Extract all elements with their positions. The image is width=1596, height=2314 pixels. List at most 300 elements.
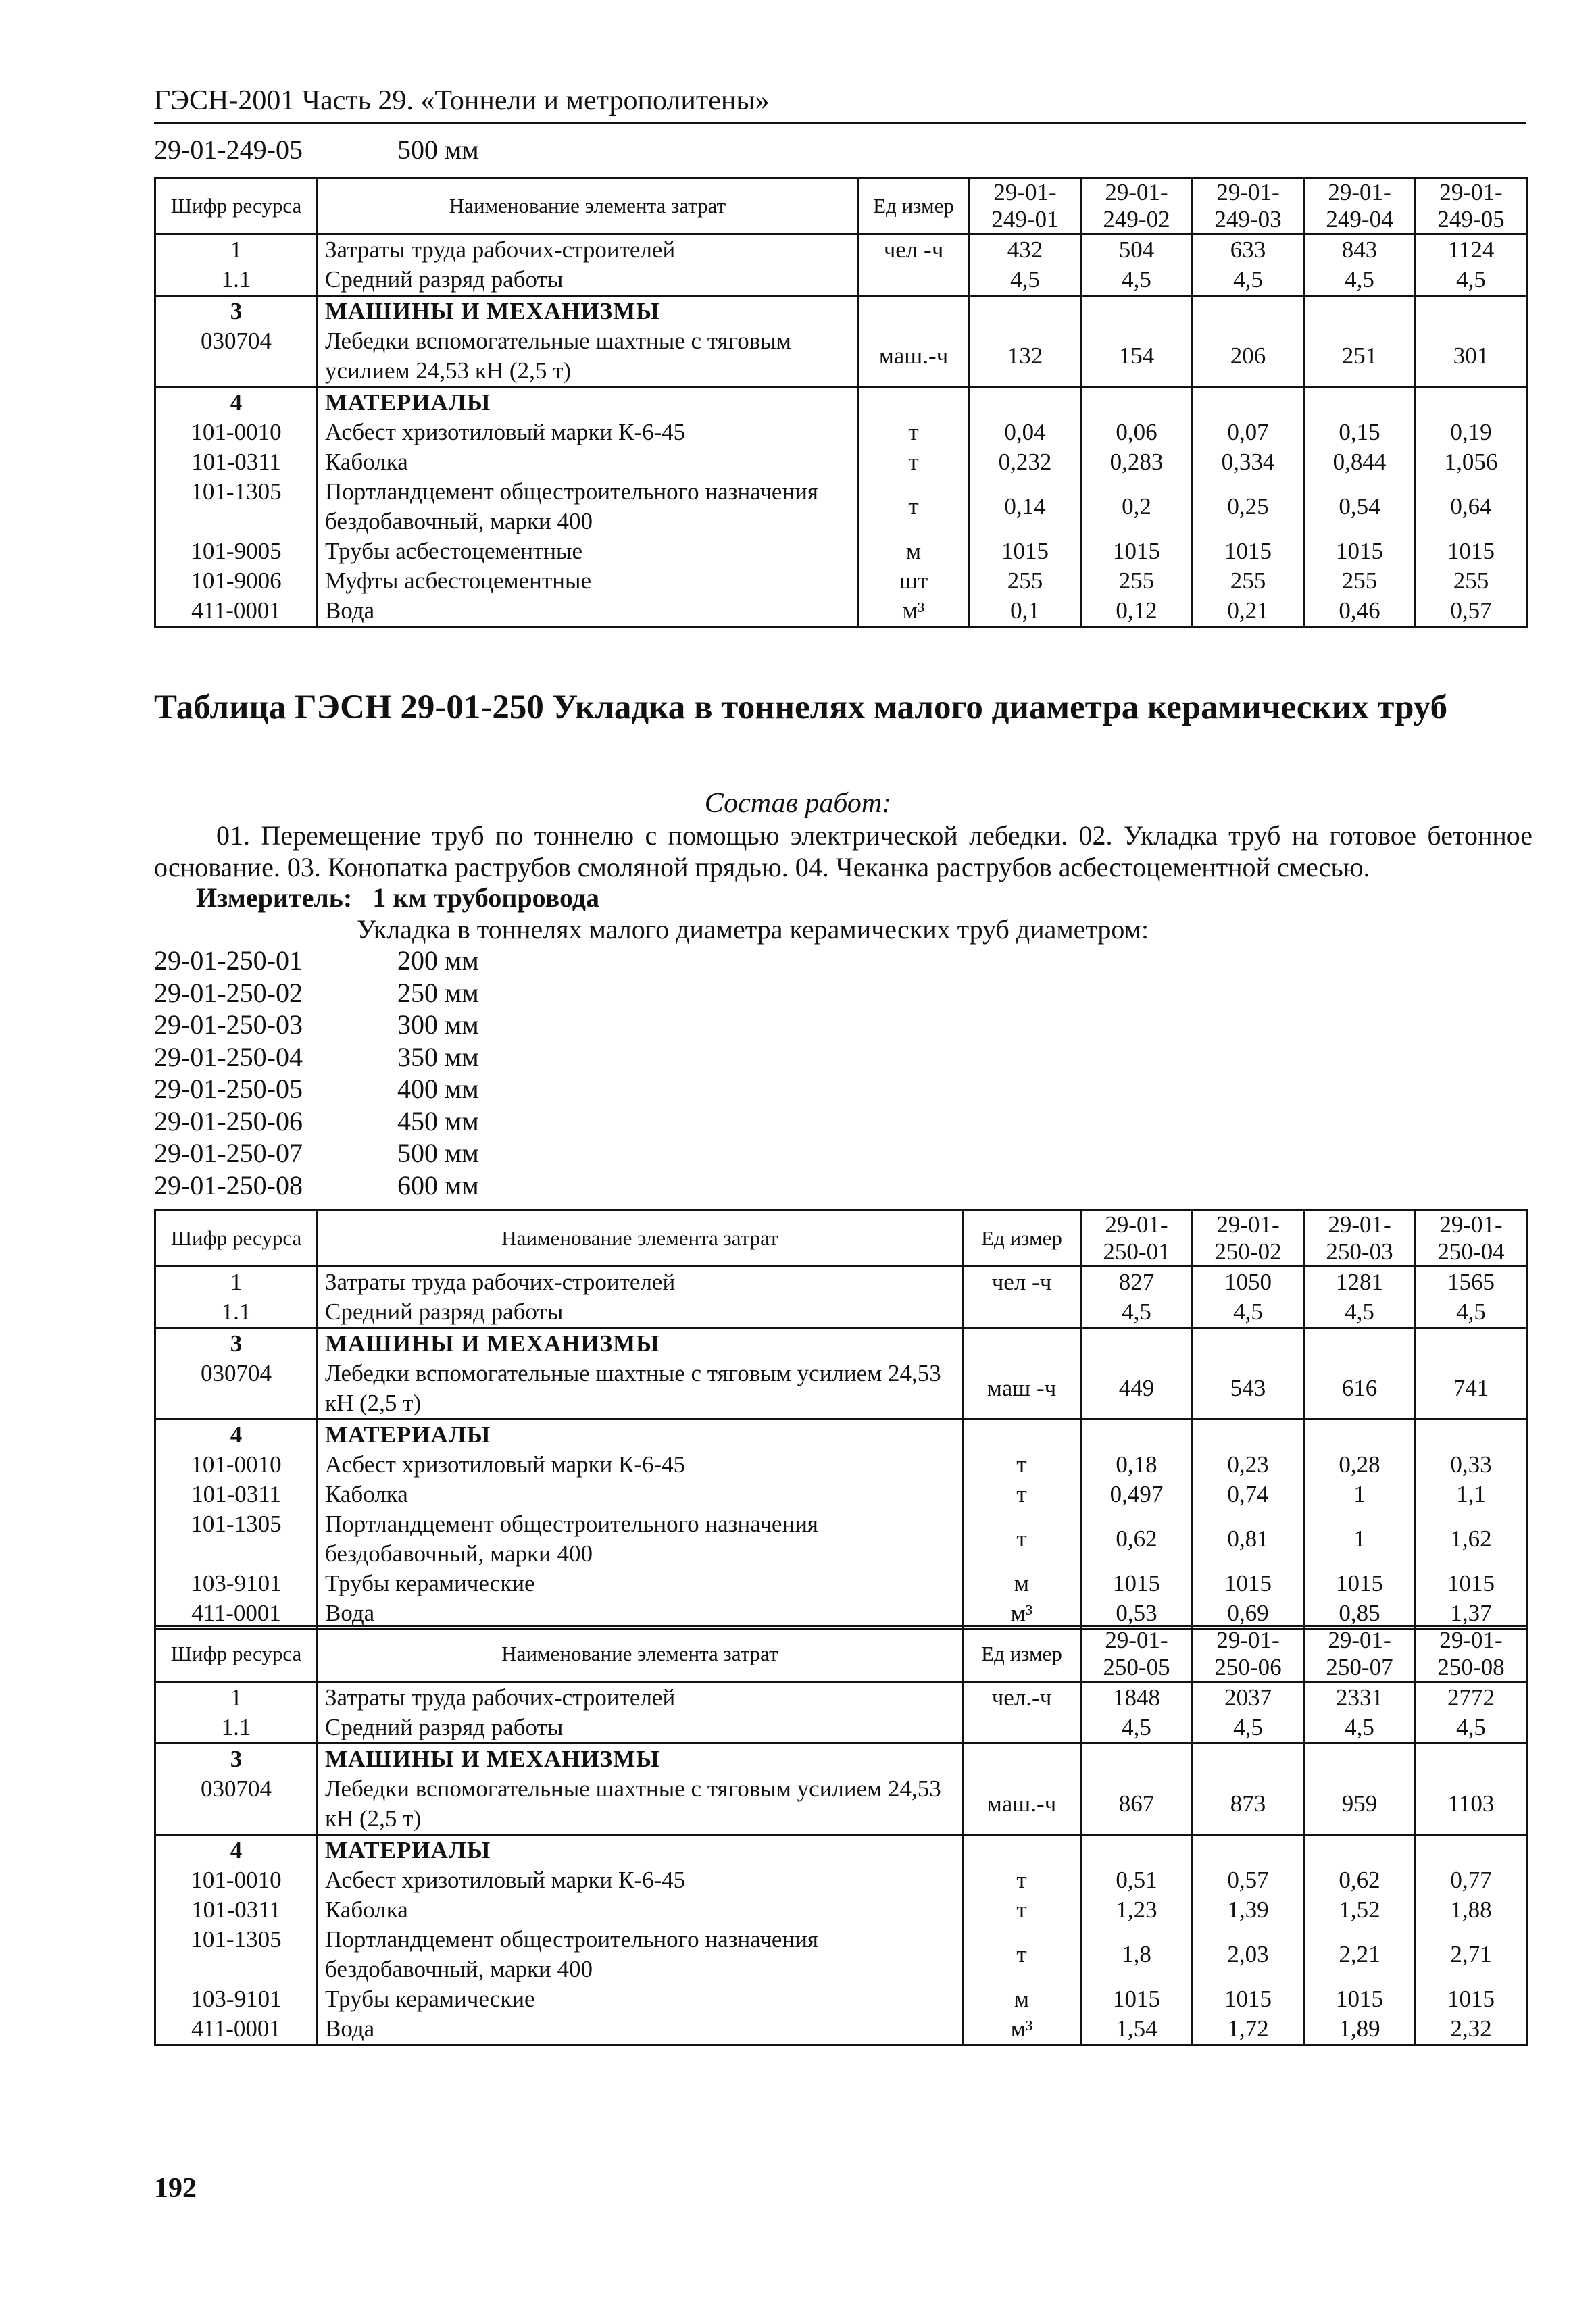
- value-cell: 0,21: [1193, 596, 1304, 627]
- resource-code-cell: 101-1305: [155, 1509, 318, 1569]
- value-cell: 4,5: [1416, 265, 1527, 296]
- unit-cell: шт: [858, 566, 970, 596]
- variant-size: 500 мм: [397, 1138, 479, 1168]
- variant-size: 250 мм: [397, 977, 479, 1008]
- cost-name-cell: Средний разряд работы: [318, 265, 858, 296]
- resource-code-cell: 1: [155, 1267, 318, 1298]
- header-norm-code: 29-01- 250-08: [1416, 1626, 1527, 1682]
- value-cell: 1,37: [1416, 1599, 1527, 1630]
- value-cell: 1015: [1416, 1984, 1527, 2014]
- table-row: [155, 1359, 1527, 1419]
- value-cell: 1,8: [1081, 1925, 1193, 1984]
- cost-name-cell: МАШИНЫ И МЕХАНИЗМЫ: [318, 1744, 963, 1775]
- unit-cell: маш.-ч: [858, 326, 970, 387]
- variant-code: 29-01-250-02: [154, 977, 303, 1008]
- value-cell: 1,72: [1193, 2014, 1304, 2045]
- resource-code-cell: 411-0001: [155, 1599, 318, 1630]
- value-cell: 0,81: [1193, 1509, 1304, 1569]
- resource-code-cell: 1: [155, 234, 318, 266]
- variant-row: [154, 945, 479, 977]
- value-cell: 4,5: [1304, 1713, 1416, 1744]
- cost-name-cell: Муфты асбестоцементные: [318, 566, 858, 596]
- cost-name-cell: Затраты труда рабочих-строителей: [318, 1682, 963, 1713]
- resource-code-cell: 101-0010: [155, 418, 318, 447]
- variant-size: 450 мм: [397, 1105, 479, 1136]
- unit-cell: м: [963, 1569, 1081, 1599]
- cost-name-cell: Средний разряд работы: [318, 1297, 963, 1328]
- value-cell: 1281: [1304, 1267, 1416, 1298]
- page-number: 192: [154, 2173, 197, 2204]
- resource-code-cell: 101-0010: [155, 1865, 318, 1895]
- value-cell: [1304, 387, 1416, 418]
- resource-code-cell: 1: [155, 1682, 318, 1713]
- variant-row: [154, 1169, 479, 1202]
- section-title: Таблица ГЭСН 29-01-250 Укладка в тоннелях малого диаметра керамических труб: [154, 688, 1448, 726]
- value-cell: 0,1: [970, 596, 1081, 627]
- table-row: [155, 596, 1527, 627]
- table-row: [155, 1328, 1527, 1359]
- value-cell: 843: [1304, 234, 1416, 266]
- unit-cell: чел -ч: [858, 234, 970, 266]
- variant-code: 29-01-250-01: [154, 945, 303, 976]
- table-row: [155, 1682, 1527, 1713]
- header-resource-code: Шифр ресурса: [155, 1211, 318, 1267]
- resource-code-cell: 411-0001: [155, 596, 318, 627]
- cost-name-cell: Затраты труда рабочих-строителей: [318, 234, 858, 266]
- table-body: [155, 1682, 1527, 2045]
- value-cell: 0,62: [1081, 1509, 1193, 1569]
- unit-cell: т: [858, 447, 970, 477]
- value-cell: 1848: [1081, 1682, 1193, 1713]
- unit-cell: маш.-ч: [963, 1774, 1081, 1835]
- cost-name-cell: Лебедки вспомогательные шахтные с тяговым усилием 24,53 кН (2,5 т): [318, 1774, 963, 1835]
- cost-name-cell: Портландцемент общестроительного назначения бездобавочный, марки 400: [318, 1925, 963, 1984]
- value-cell: 154: [1081, 326, 1193, 387]
- value-cell: 2,71: [1416, 1925, 1527, 1984]
- header-cost-name: Наименование элемента затрат: [318, 178, 858, 234]
- value-cell: 255: [1416, 566, 1527, 596]
- variant-row: [154, 1041, 479, 1074]
- variant-row: [154, 1105, 479, 1138]
- value-cell: 0,64: [1416, 477, 1527, 536]
- cost-name-cell: Асбест хризотиловый марки К-6-45: [318, 1865, 963, 1895]
- unit-cell: [963, 1297, 1081, 1328]
- resource-code-cell: 1.1: [155, 265, 318, 296]
- value-cell: 1: [1304, 1509, 1416, 1569]
- value-cell: [1193, 1744, 1304, 1775]
- table-row: [155, 1450, 1527, 1480]
- value-cell: [970, 296, 1081, 327]
- value-cell: 4,5: [1193, 1297, 1304, 1328]
- table-row: [155, 1835, 1527, 1866]
- value-cell: 432: [970, 234, 1081, 266]
- value-cell: 0,77: [1416, 1865, 1527, 1895]
- value-cell: 0,14: [970, 477, 1081, 536]
- header-rule: [154, 122, 1526, 124]
- resource-code-cell: 103-9101: [155, 1984, 318, 2014]
- value-cell: [1304, 1328, 1416, 1359]
- value-cell: 1565: [1416, 1267, 1527, 1298]
- unit-cell: т: [963, 1865, 1081, 1895]
- value-cell: [1193, 296, 1304, 327]
- header-norm-code: 29-01- 250-03: [1304, 1211, 1416, 1267]
- table-body: [155, 1267, 1527, 1630]
- value-cell: 1015: [1193, 536, 1304, 566]
- unit-cell: чел.-ч: [963, 1682, 1081, 1713]
- variant-size: 600 мм: [397, 1169, 479, 1201]
- cost-name-cell: Каболка: [318, 1480, 963, 1509]
- value-cell: [970, 387, 1081, 418]
- cost-name-cell: Каболка: [318, 1895, 963, 1925]
- unit-cell: [858, 265, 970, 296]
- value-cell: 2331: [1304, 1682, 1416, 1713]
- value-cell: 255: [1081, 566, 1193, 596]
- unit-cell: т: [963, 1895, 1081, 1925]
- variant-size: 350 мм: [397, 1041, 479, 1072]
- value-cell: 0,62: [1304, 1865, 1416, 1895]
- cost-name-cell: МАТЕРИАЛЫ: [318, 387, 858, 418]
- variant-code: 29-01-250-07: [154, 1138, 303, 1168]
- measure-unit: Измеритель: 1 км трубопровода: [196, 882, 600, 913]
- value-cell: 1,39: [1193, 1895, 1304, 1925]
- value-cell: 206: [1193, 326, 1304, 387]
- resource-code-cell: 4: [155, 387, 318, 418]
- table-row: [155, 566, 1527, 596]
- table-row: [155, 1297, 1527, 1328]
- resource-code-cell: 3: [155, 296, 318, 327]
- header-norm-code: 29-01- 250-01: [1081, 1211, 1193, 1267]
- resource-code-cell: 3: [155, 1328, 318, 1359]
- unit-cell: м: [963, 1984, 1081, 2014]
- value-cell: [1416, 1744, 1527, 1775]
- value-cell: 1: [1304, 1480, 1416, 1509]
- value-cell: 0,57: [1193, 1865, 1304, 1895]
- table-row: [155, 477, 1527, 536]
- variant-row: [154, 1009, 479, 1041]
- value-cell: 1,54: [1081, 2014, 1193, 2045]
- work-description: 01. Перемещение труб по тоннелю с помощью электрической лебедки. 02. Укладка труб на готовое бетонное основание. 03. Конопатка раструбов смоляной прядью. 04. Чеканка раструбов асбестоцементной смесью.: [154, 820, 1532, 882]
- resource-code-cell: 101-1305: [155, 1925, 318, 1984]
- value-cell: 4,5: [1304, 265, 1416, 296]
- cost-name-cell: Асбест хризотиловый марки К-6-45: [318, 1450, 963, 1480]
- variant-code: 29-01-250-08: [154, 1169, 303, 1201]
- cost-name-cell: Вода: [318, 2014, 963, 2045]
- value-cell: [1081, 1835, 1193, 1866]
- value-cell: [1081, 1419, 1193, 1451]
- variant-code: 29-01-250-03: [154, 1009, 303, 1040]
- cost-name-cell: Вода: [318, 596, 858, 627]
- value-cell: 1015: [1193, 1569, 1304, 1599]
- cost-name-cell: Трубы асбестоцементные: [318, 536, 858, 566]
- value-cell: 1050: [1193, 1267, 1304, 1298]
- table-row: [155, 1713, 1527, 1744]
- variant-code: 29-01-250-05: [154, 1074, 303, 1104]
- value-cell: 1,056: [1416, 447, 1527, 477]
- value-cell: 543: [1193, 1359, 1304, 1419]
- header-unit: Ед измер: [858, 178, 970, 234]
- resource-table-250-b: [154, 1625, 1528, 2046]
- value-cell: 4,5: [1193, 1713, 1304, 1744]
- cost-name-cell: МАТЕРИАЛЫ: [318, 1835, 963, 1866]
- value-cell: 0,283: [1081, 447, 1193, 477]
- unit-cell: [963, 1713, 1081, 1744]
- value-cell: 1015: [970, 536, 1081, 566]
- table-row: [155, 2014, 1527, 2045]
- resource-code-cell: 4: [155, 1835, 318, 1866]
- value-cell: 0,74: [1193, 1480, 1304, 1509]
- variant-intro: Укладка в тоннелях малого диаметра керамических труб диаметром:: [357, 914, 1149, 945]
- cost-name-cell: Вода: [318, 1599, 963, 1630]
- resource-code-cell: 101-9005: [155, 536, 318, 566]
- value-cell: 4,5: [1081, 1297, 1193, 1328]
- cost-name-cell: Средний разряд работы: [318, 1713, 963, 1744]
- header-norm-code: 29-01- 249-01: [970, 178, 1081, 234]
- value-cell: 0,04: [970, 418, 1081, 447]
- value-cell: [1416, 1419, 1527, 1451]
- cost-name-cell: МАТЕРИАЛЫ: [318, 1419, 963, 1451]
- value-cell: [1193, 1419, 1304, 1451]
- value-cell: 1,23: [1081, 1895, 1193, 1925]
- value-cell: [1081, 1328, 1193, 1359]
- table-row: [155, 536, 1527, 566]
- header-resource-code: Шифр ресурса: [155, 1626, 318, 1682]
- value-cell: 0,51: [1081, 1865, 1193, 1895]
- variant-size: 400 мм: [397, 1074, 479, 1104]
- work-heading: Состав работ:: [704, 788, 892, 819]
- value-cell: 1,1: [1416, 1480, 1527, 1509]
- value-cell: 0,18: [1081, 1450, 1193, 1480]
- variant-list: [154, 945, 479, 1201]
- header-cost-name: Наименование элемента затрат: [318, 1211, 963, 1267]
- header-norm-code: 29-01- 250-07: [1304, 1626, 1416, 1682]
- value-cell: 504: [1081, 234, 1193, 266]
- value-cell: 0,25: [1193, 477, 1304, 536]
- value-cell: [1416, 1835, 1527, 1866]
- table-row: [155, 1480, 1527, 1509]
- value-cell: 1015: [1304, 1984, 1416, 2014]
- resource-code-cell: 101-1305: [155, 477, 318, 536]
- value-cell: 1015: [1304, 1569, 1416, 1599]
- cost-name-cell: Асбест хризотиловый марки К-6-45: [318, 418, 858, 447]
- value-cell: [1081, 296, 1193, 327]
- header-unit: Ед измер: [963, 1211, 1081, 1267]
- table-row: [155, 418, 1527, 447]
- value-cell: 2772: [1416, 1682, 1527, 1713]
- header-norm-code: 29-01- 250-04: [1416, 1211, 1527, 1267]
- unit-cell: [858, 387, 970, 418]
- value-cell: 4,5: [970, 265, 1081, 296]
- value-cell: 0,15: [1304, 418, 1416, 447]
- unit-cell: м³: [963, 2014, 1081, 2045]
- value-cell: 0,334: [1193, 447, 1304, 477]
- cost-name-cell: Лебедки вспомогательные шахтные с тяговым усилием 24,53 кН (2,5 т): [318, 1359, 963, 1419]
- header-resource-code: Шифр ресурса: [155, 178, 318, 234]
- value-cell: 4,5: [1416, 1297, 1527, 1328]
- value-cell: [1193, 1328, 1304, 1359]
- unit-cell: [963, 1328, 1081, 1359]
- value-cell: 0,12: [1081, 596, 1193, 627]
- table-row: [155, 1774, 1527, 1835]
- value-cell: 0,23: [1193, 1450, 1304, 1480]
- unit-cell: т: [858, 477, 970, 536]
- value-cell: 633: [1193, 234, 1304, 266]
- unit-cell: м³: [858, 596, 970, 627]
- value-cell: 0,2: [1081, 477, 1193, 536]
- value-cell: 0,28: [1304, 1450, 1416, 1480]
- variant-row: [154, 1137, 479, 1169]
- value-cell: 0,19: [1416, 418, 1527, 447]
- unit-cell: т: [963, 1480, 1081, 1509]
- header-norm-code: 29-01- 249-05: [1416, 178, 1527, 234]
- value-cell: [1193, 387, 1304, 418]
- value-cell: [1304, 1835, 1416, 1866]
- cost-name-cell: Портландцемент общестроительного назначения бездобавочный, марки 400: [318, 477, 858, 536]
- value-cell: 0,07: [1193, 418, 1304, 447]
- resource-code-cell: 4: [155, 1419, 318, 1451]
- cost-name-cell: Лебедки вспомогательные шахтные с тяговым усилием 24,53 кН (2,5 т): [318, 326, 858, 387]
- value-cell: [1416, 1328, 1527, 1359]
- value-cell: 255: [1304, 566, 1416, 596]
- header-norm-code: 29-01- 249-03: [1193, 178, 1304, 234]
- top-variant-code: 29-01-249-05: [154, 134, 303, 165]
- value-cell: 449: [1081, 1359, 1193, 1419]
- resource-code-cell: 030704: [155, 1359, 318, 1419]
- value-cell: 255: [970, 566, 1081, 596]
- header-norm-code: 29-01- 250-06: [1193, 1626, 1304, 1682]
- value-cell: 132: [970, 326, 1081, 387]
- variant-row: [154, 1073, 479, 1105]
- table-row: [155, 1865, 1527, 1895]
- value-cell: [1416, 296, 1527, 327]
- unit-cell: чел -ч: [963, 1267, 1081, 1298]
- table-row: [155, 234, 1527, 266]
- header-norm-code: 29-01- 249-02: [1081, 178, 1193, 234]
- value-cell: 1015: [1416, 536, 1527, 566]
- value-cell: 1,89: [1304, 2014, 1416, 2045]
- value-cell: 873: [1193, 1774, 1304, 1835]
- table-row: [155, 447, 1527, 477]
- unit-cell: [963, 1419, 1081, 1451]
- cost-name-cell: МАШИНЫ И МЕХАНИЗМЫ: [318, 296, 858, 327]
- table-body: [155, 234, 1527, 627]
- value-cell: 1015: [1081, 1569, 1193, 1599]
- value-cell: 2,32: [1416, 2014, 1527, 2045]
- value-cell: 2,03: [1193, 1925, 1304, 1984]
- unit-cell: [963, 1744, 1081, 1775]
- table-row: [155, 1569, 1527, 1599]
- value-cell: 741: [1416, 1359, 1527, 1419]
- value-cell: [1081, 1744, 1193, 1775]
- value-cell: 0,06: [1081, 418, 1193, 447]
- unit-cell: м: [858, 536, 970, 566]
- table-row: [155, 1925, 1527, 1984]
- cost-name-cell: Трубы керамические: [318, 1984, 963, 2014]
- table-row: [155, 1895, 1527, 1925]
- value-cell: 1,52: [1304, 1895, 1416, 1925]
- value-cell: 827: [1081, 1267, 1193, 1298]
- header-norm-code: 29-01- 250-05: [1081, 1626, 1193, 1682]
- value-cell: 4,5: [1416, 1713, 1527, 1744]
- value-cell: 0,69: [1193, 1599, 1304, 1630]
- value-cell: [1304, 1419, 1416, 1451]
- value-cell: 1015: [1193, 1984, 1304, 2014]
- header-unit: Ед измер: [963, 1626, 1081, 1682]
- top-variant-size: 500 мм: [397, 134, 479, 165]
- value-cell: [1081, 387, 1193, 418]
- variant-row: [154, 977, 479, 1009]
- resource-code-cell: 101-9006: [155, 566, 318, 596]
- resource-code-cell: 103-9101: [155, 1569, 318, 1599]
- resource-code-cell: 1.1: [155, 1713, 318, 1744]
- value-cell: 255: [1193, 566, 1304, 596]
- resource-code-cell: 030704: [155, 1774, 318, 1835]
- variant-size: 300 мм: [397, 1009, 479, 1040]
- unit-cell: т: [963, 1509, 1081, 1569]
- resource-code-cell: 101-0311: [155, 1480, 318, 1509]
- value-cell: 4,5: [1193, 265, 1304, 296]
- resource-code-cell: 3: [155, 1744, 318, 1775]
- table-row: [155, 1744, 1527, 1775]
- value-cell: 616: [1304, 1359, 1416, 1419]
- unit-cell: т: [858, 418, 970, 447]
- resource-code-cell: 101-0311: [155, 447, 318, 477]
- value-cell: 1015: [1304, 536, 1416, 566]
- cost-name-cell: Трубы керамические: [318, 1569, 963, 1599]
- table-row: [155, 1984, 1527, 2014]
- resource-code-cell: 101-0010: [155, 1450, 318, 1480]
- value-cell: 251: [1304, 326, 1416, 387]
- resource-code-cell: 030704: [155, 326, 318, 387]
- table-row: [155, 387, 1527, 418]
- unit-cell: маш -ч: [963, 1359, 1081, 1419]
- table-row: [155, 296, 1527, 327]
- value-cell: [1193, 1835, 1304, 1866]
- value-cell: 1124: [1416, 234, 1527, 266]
- value-cell: [1304, 296, 1416, 327]
- value-cell: 0,232: [970, 447, 1081, 477]
- value-cell: 0,46: [1304, 596, 1416, 627]
- variant-code: 29-01-250-04: [154, 1041, 303, 1072]
- table-row: [155, 265, 1527, 296]
- header-norm-code: 29-01- 249-04: [1304, 178, 1416, 234]
- table-row: [155, 1509, 1527, 1569]
- value-cell: 301: [1416, 326, 1527, 387]
- value-cell: 1,88: [1416, 1895, 1527, 1925]
- resource-code-cell: 101-0311: [155, 1895, 318, 1925]
- value-cell: 2037: [1193, 1682, 1304, 1713]
- value-cell: 0,33: [1416, 1450, 1527, 1480]
- value-cell: 867: [1081, 1774, 1193, 1835]
- value-cell: 4,5: [1081, 1713, 1193, 1744]
- resource-table-250-a: [154, 1209, 1528, 1630]
- unit-cell: м³: [963, 1599, 1081, 1630]
- value-cell: 959: [1304, 1774, 1416, 1835]
- resource-table-249: [154, 177, 1528, 628]
- value-cell: 0,497: [1081, 1480, 1193, 1509]
- cost-name-cell: Каболка: [318, 447, 858, 477]
- table-row: [155, 326, 1527, 387]
- value-cell: 0,57: [1416, 596, 1527, 627]
- value-cell: 4,5: [1081, 265, 1193, 296]
- running-header: ГЭСН-2001 Часть 29. «Тоннели и метрополитены»: [154, 85, 770, 116]
- value-cell: 4,5: [1304, 1297, 1416, 1328]
- value-cell: 1015: [1081, 536, 1193, 566]
- table-row: [155, 1419, 1527, 1451]
- value-cell: 1015: [1416, 1569, 1527, 1599]
- unit-cell: т: [963, 1925, 1081, 1984]
- cost-name-cell: Портландцемент общестроительного назначения бездобавочный, марки 400: [318, 1509, 963, 1569]
- unit-cell: [963, 1835, 1081, 1866]
